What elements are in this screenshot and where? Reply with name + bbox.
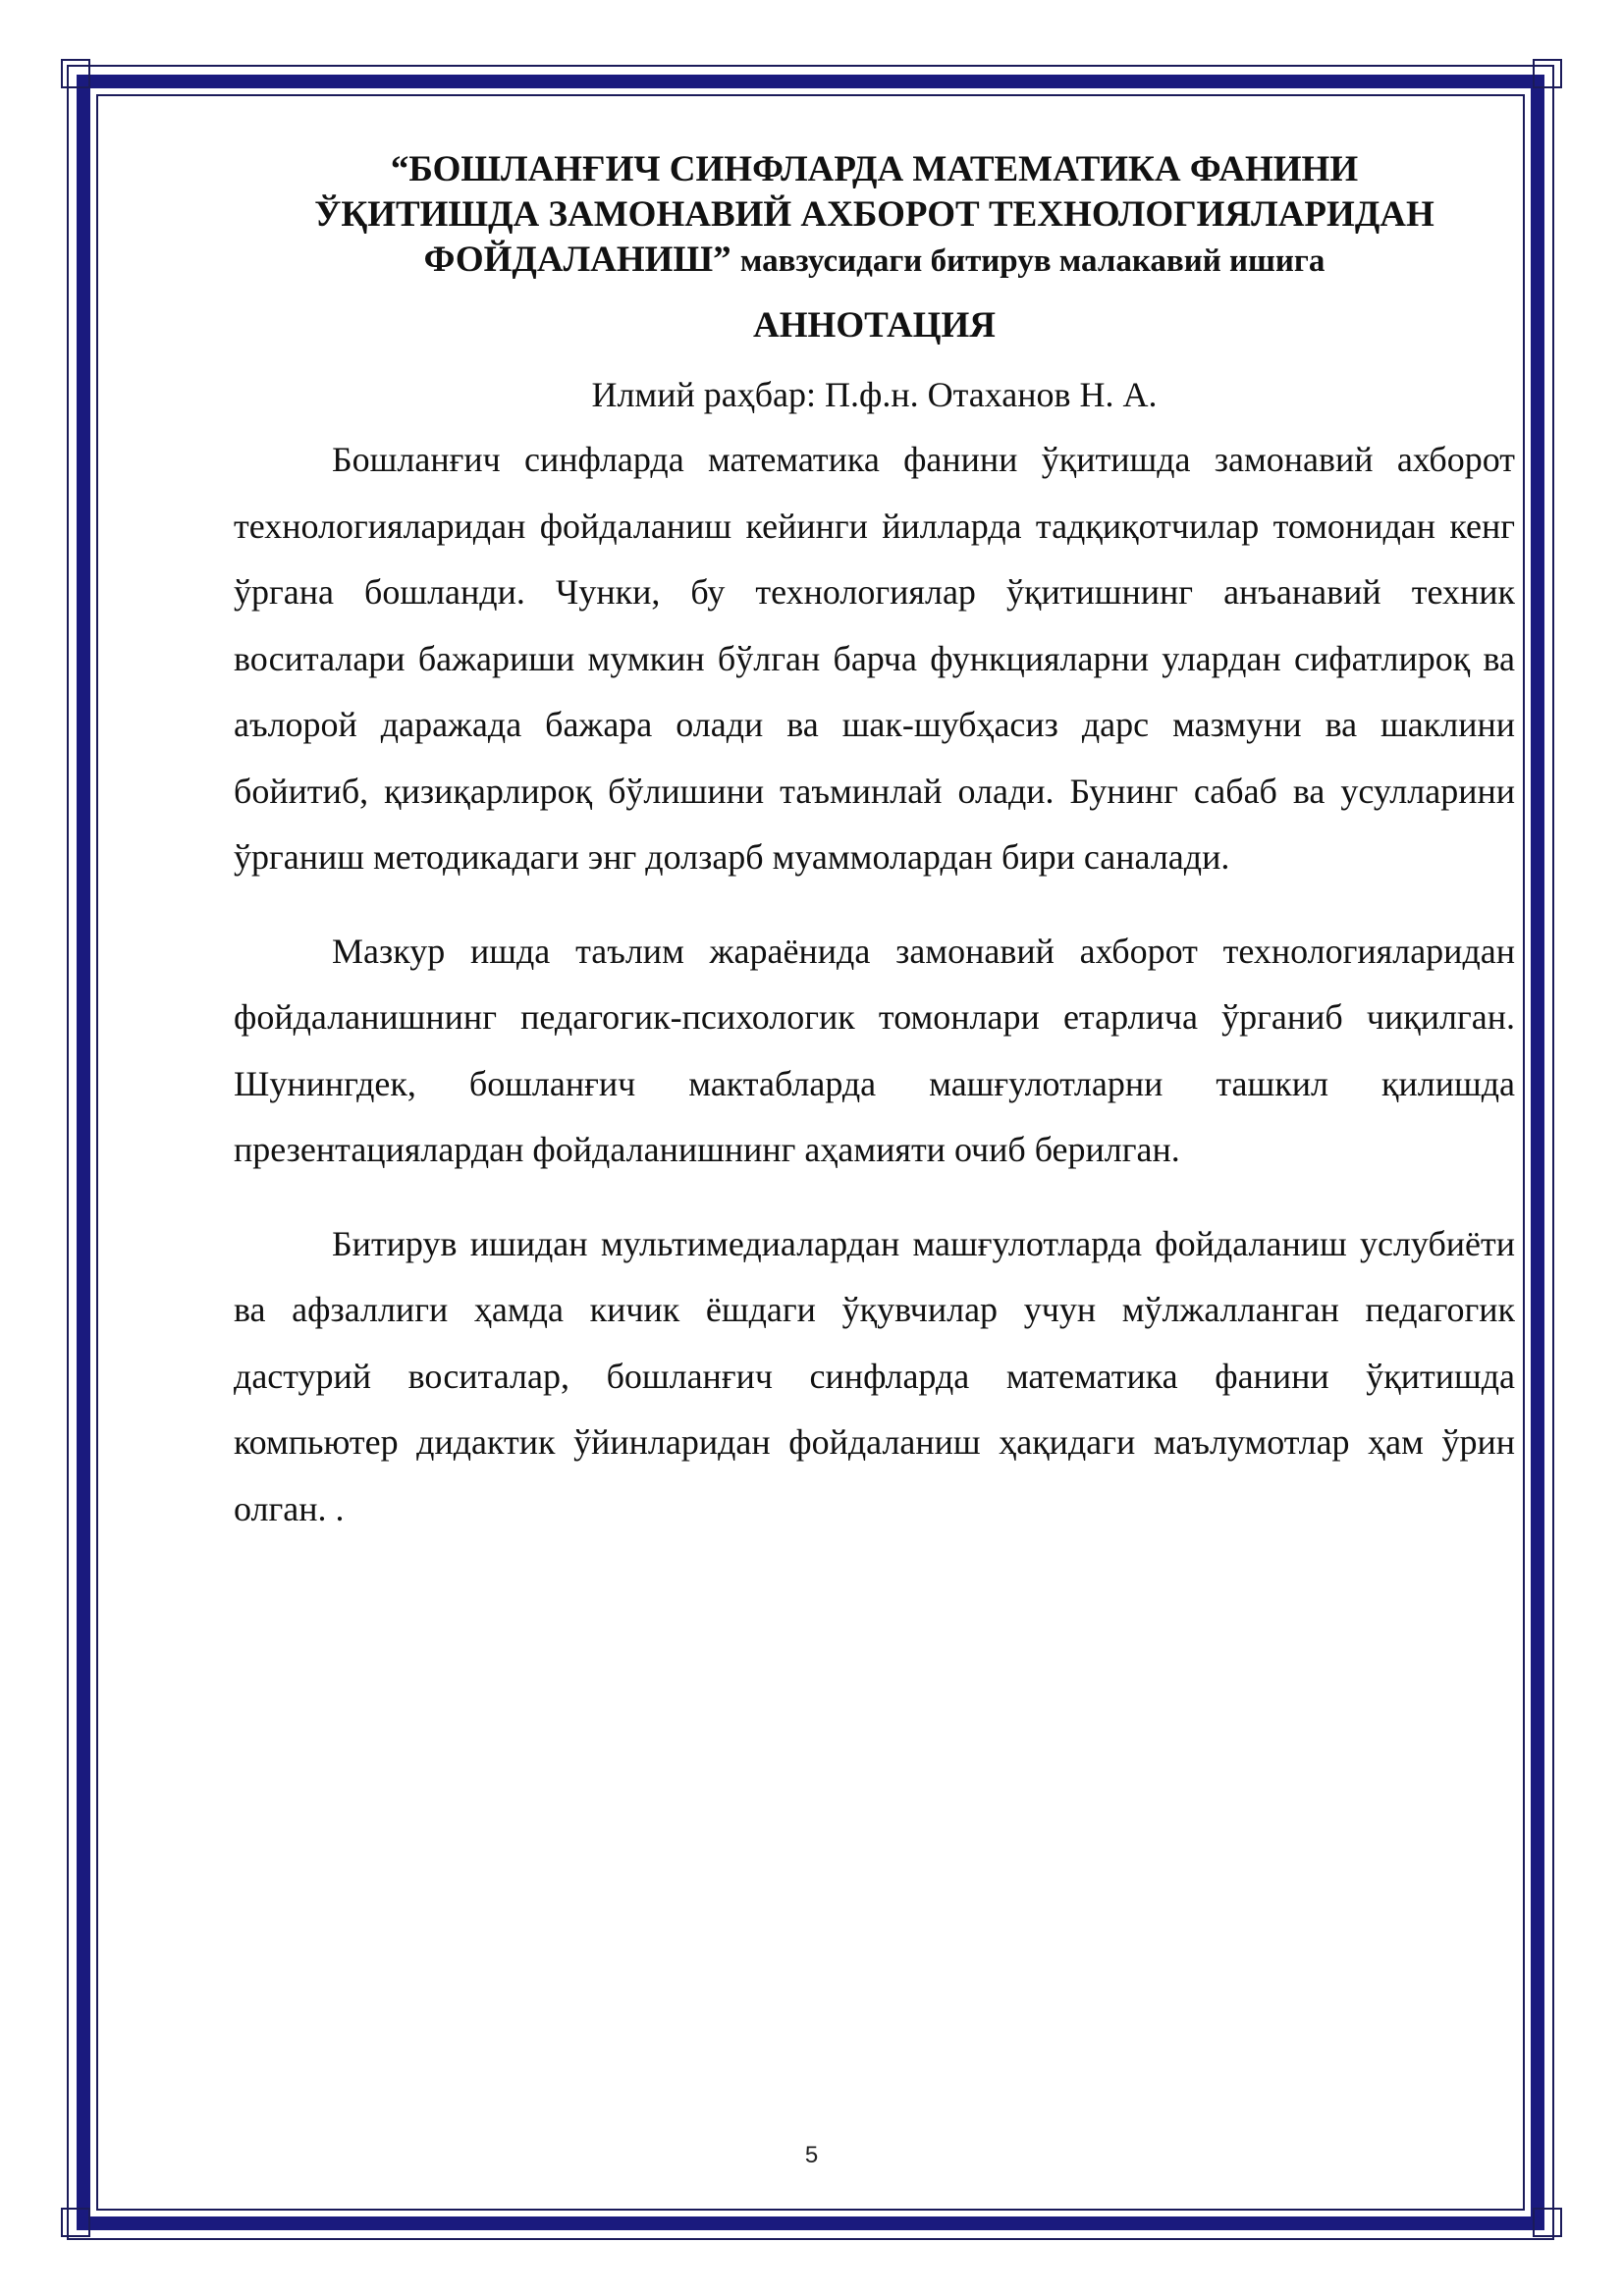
title-line-1: “БОШЛАНҒИЧ СИНФЛАРДА МАТЕМАТИКА ФАНИНИ <box>390 149 1359 189</box>
title-line-3-main: ФОЙДАЛАНИШ” <box>423 240 731 280</box>
paragraph-2: Мазкур ишда таълим жараёнида замонавий ахборот технологияларидан фойдаланишнинг педагогик-психологик томонлари етарлича ўрганиб чиқилган. Шунингдек, бошланғич мактабларда машғулотларни ташкил қилишда презентациялардан фойдаланишнинг аҳамияти очиб берилган. <box>234 931 1515 1169</box>
page-number: 5 <box>804 2142 819 2168</box>
supervisor-line: Илмий раҳбар: П.ф.н. Отаханов Н. А. <box>591 375 1158 414</box>
paragraph-1: Бошланғич синфларда математика фанини ўқитишда замонавий ахборот технологияларидан фойдаланиш кейинги йилларда тадқиқотчилар томонидан кенг ўргана бошланди. Чунки, бу технологиялар ўқитишнинг анъанавий техник воситалари бажариши мумкин бўлган барча функцияларни улардан сифатлироқ ва аълорой даражада бажара олади ва шак-шубҳасиз дарс мазмуни ва шаклини бойитиб, қизиқарлироқ бўлишини таъминлай олади. Бунинг сабаб ва усулларини ўрганиш методикадаги энг долзарб муаммолардан бири саналади. <box>234 440 1515 877</box>
paragraph-3: Битирув ишидан мультимедиалардан машғулотларда фойдаланиш услубиёти ва афзаллиги ҳамда кичик ёшдаги ўқувчилар учун мўлжалланган педагогик дастурий воситалар, бошланғич синфларда математика фанини ўқитишда компьютер дидактик ўйинларидан фойдаланиш ҳақидаги маълумотлар ҳам ўрин олган. . <box>234 1223 1515 1528</box>
section-heading: АННОТАЦИЯ <box>753 305 996 346</box>
document-title <box>234 147 1515 284</box>
border-corner-bottom-right <box>1533 2208 1562 2237</box>
border-corner-top-right <box>1533 59 1562 88</box>
border-corner-bottom-left <box>61 2208 90 2237</box>
page-content <box>234 147 1515 1542</box>
title-line-3-rest: мавзусидаги битирув малакавий ишига <box>739 243 1325 279</box>
title-line-2: ЎҚИТИШДА ЗАМОНАВИЙ АХБОРОТ ТЕХНОЛОГИЯЛАРИДАН <box>314 194 1434 235</box>
border-corner-top-left <box>61 59 90 88</box>
